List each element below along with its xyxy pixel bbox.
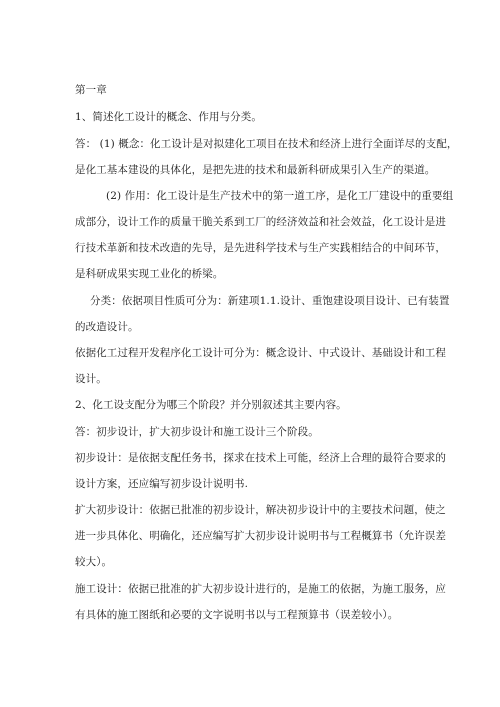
text-line: 答： (1) 概念：化工设计是对拟建化工项目在技术和经济上进行全面详尽的支配， (75, 138, 458, 150)
text-line: 有具体的施工图纸和必要的文字说明书以与工程预算书（误差较小）。 (75, 609, 399, 621)
question-1-heading: 1、简述化工设计的概念、作用与分类。 (75, 111, 262, 123)
text-line: 较大）。 (75, 556, 113, 568)
text-line: 进一步具体化、明确化，还应编写扩大初步设计说明书与工程概算书（允许误差 (75, 530, 446, 542)
text-line: 成部分，设计工作的质量干脆关系到工厂的经济效益和社会效益，化工设计是进 (75, 216, 446, 228)
text-line: 的改造设计。 (75, 321, 139, 333)
text-line: (2) 作用：化工设计是生产技术中的第一道工序，是化工厂建设中的重要组 (106, 190, 454, 202)
text-line: 是化工基本建设的具体化，是把先进的技术和最新科研成果引入生产的渠道。 (75, 164, 436, 176)
text-line: 答：初步设计，扩大初步设计和施工设计三个阶段。 (75, 426, 319, 438)
text-line: 分类：依据项目性质可分为：新建项1.1.设计、重饱建设项目设计、已有装置 (90, 295, 450, 307)
text-line: 扩大初步设计：依据已批准的初步设计，解决初步设计中的主要技术问题，使之 (75, 504, 446, 516)
text-line: 初步设计：是依据支配任务书，探求在技术上可能，经济上合理的最符合要求的 (75, 452, 446, 464)
chapter-title: 第一章 (75, 84, 107, 96)
question-2-heading: 2、化工设支配分为哪三个阶段？并分别叙述其主要内容。 (75, 399, 347, 411)
text-line: 设计方案，还应编写初步设计说明书. (75, 478, 249, 490)
text-line: 施工设计：依据已批准的扩大初步设计进行的，是施工的依据，为施工服务，应 (75, 583, 446, 595)
text-line: 是科研成果实现工业化的桥梁。 (75, 268, 224, 280)
text-line: 设计。 (75, 373, 107, 385)
text-line: 行技术革新和技术改造的先导，是先进科学技术与生产实践相结合的中间环节， (75, 242, 446, 254)
text-line: 依据化工过程开发程序化工设计可分为：概念设计、中式设计、基础设计和工程 (75, 347, 446, 359)
